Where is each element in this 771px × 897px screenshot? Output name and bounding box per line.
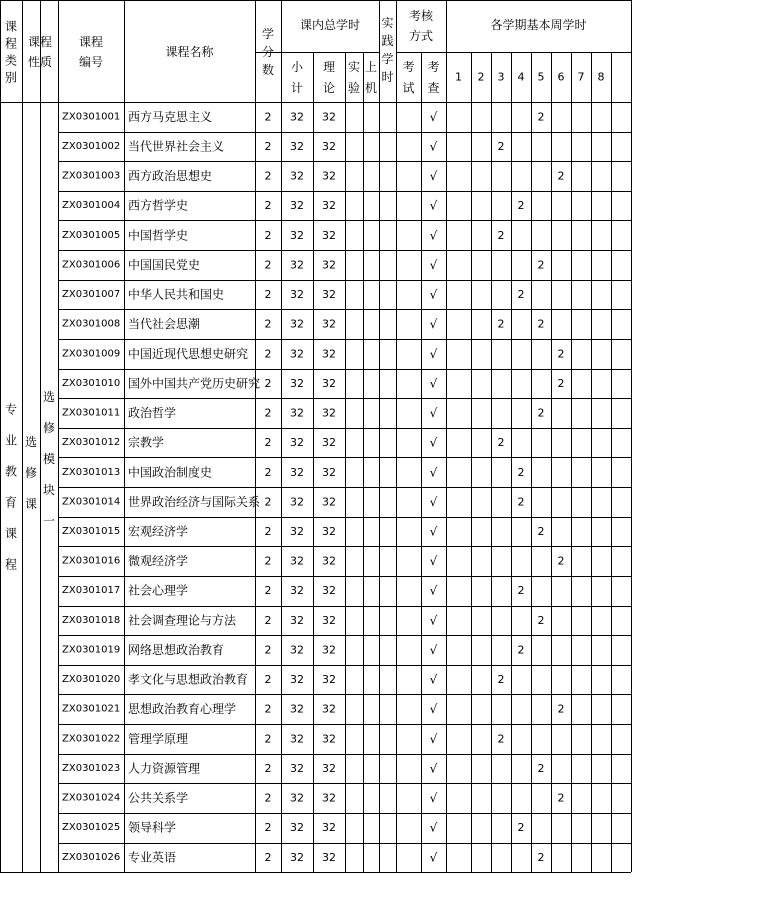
row-subtotal: 32 — [290, 554, 304, 568]
row-code: ZX0301019 — [62, 644, 121, 656]
row-name: 宗教学 — [128, 435, 165, 450]
row-code: ZX0301009 — [62, 348, 121, 360]
row-credits: 2 — [264, 139, 272, 153]
merged-nature-char: 修 — [24, 466, 38, 481]
row-subtotal: 32 — [290, 376, 304, 390]
row-check-mark: √ — [429, 583, 438, 598]
row-code: ZX0301018 — [62, 614, 121, 626]
row-weekly-hours: 2 — [537, 524, 545, 538]
merged-nature — [25, 434, 37, 511]
row-code: ZX0301004 — [62, 200, 121, 212]
row-code: ZX0301025 — [62, 822, 121, 834]
row-check-mark: √ — [429, 820, 438, 835]
row-code: ZX0301026 — [62, 851, 121, 863]
row-check-mark: √ — [429, 169, 438, 184]
row-credits: 2 — [264, 732, 272, 746]
row-code: ZX0301003 — [62, 170, 121, 182]
row-subtotal: 32 — [290, 524, 304, 538]
row-name: 政治哲学 — [128, 406, 177, 421]
row-weekly-hours: 2 — [517, 584, 525, 598]
header-check-a: 考 — [427, 60, 440, 74]
row-check-mark: √ — [429, 642, 438, 657]
row-code: ZX0301002 — [62, 140, 121, 152]
row-theory: 32 — [322, 465, 336, 479]
row-code: ZX0301021 — [62, 703, 121, 715]
row-credits: 2 — [264, 465, 272, 479]
header-category-char: 类 — [4, 53, 18, 68]
row-name: 中国国民党史 — [128, 257, 201, 272]
row-subtotal: 32 — [290, 288, 304, 302]
row-credits: 2 — [264, 169, 272, 183]
row-theory: 32 — [322, 495, 336, 509]
row-code: ZX0301024 — [62, 792, 121, 804]
row-subtotal: 32 — [290, 584, 304, 598]
row-weekly-hours: 2 — [557, 554, 565, 568]
header-name: 课程名称 — [165, 45, 214, 59]
row-weekly-hours: 2 — [517, 465, 525, 479]
header-sub-0-a: 小 — [290, 60, 304, 74]
row-name: 中国哲学史 — [128, 228, 189, 243]
row-code: ZX0301022 — [62, 733, 121, 745]
merged-category-char: 专 — [4, 402, 18, 417]
row-name: 专业英语 — [128, 850, 177, 865]
row-subtotal: 32 — [290, 613, 304, 627]
row-weekly-hours: 2 — [497, 673, 505, 687]
row-weekly-hours: 2 — [537, 406, 545, 420]
header-assessment-line2: 方式 — [408, 29, 434, 43]
header-credits-char: 分 — [261, 45, 275, 59]
row-theory: 32 — [322, 258, 336, 272]
row-subtotal: 32 — [290, 110, 304, 124]
row-code: ZX0301016 — [62, 555, 121, 567]
row-subtotal: 32 — [290, 791, 304, 805]
row-weekly-hours: 2 — [497, 732, 505, 746]
header-credits — [262, 27, 274, 77]
row-weekly-hours: 2 — [517, 821, 525, 835]
row-weekly-hours: 2 — [537, 110, 545, 124]
header-category-char: 课 — [4, 19, 18, 34]
row-weekly-hours: 2 — [557, 791, 565, 805]
row-subtotal: 32 — [290, 139, 304, 153]
row-theory: 32 — [322, 110, 336, 124]
row-check-mark: √ — [429, 702, 438, 717]
row-check-mark: √ — [429, 524, 438, 539]
merged-category-char: 育 — [4, 495, 18, 510]
row-code: ZX0301020 — [62, 674, 121, 686]
header-semester-5: 5 — [537, 70, 545, 84]
row-subtotal: 32 — [290, 199, 304, 213]
row-code: ZX0301010 — [62, 377, 121, 389]
row-credits: 2 — [264, 347, 272, 361]
header-credits-char: 学 — [261, 27, 275, 41]
row-name: 当代社会思潮 — [128, 317, 201, 332]
row-check-mark: √ — [429, 376, 438, 391]
header-check-b: 查 — [427, 81, 440, 95]
row-name: 公共关系学 — [128, 791, 189, 806]
row-check-mark: √ — [429, 406, 438, 421]
row-theory: 32 — [322, 554, 336, 568]
row-subtotal: 32 — [290, 228, 304, 242]
row-weekly-hours: 2 — [497, 139, 505, 153]
header-practice-char: 实 — [381, 16, 394, 30]
row-credits: 2 — [264, 199, 272, 213]
row-code: ZX0301023 — [62, 762, 121, 774]
row-theory: 32 — [322, 702, 336, 716]
row-name: 西方哲学史 — [128, 198, 189, 213]
row-theory: 32 — [322, 288, 336, 302]
row-name: 微观经济学 — [128, 554, 189, 569]
row-credits: 2 — [264, 288, 272, 302]
row-check-mark: √ — [429, 257, 438, 272]
header-code-line2: 编号 — [78, 55, 104, 69]
row-check-mark: √ — [429, 761, 438, 776]
row-name: 世界政治经济与国际关系 — [128, 494, 261, 509]
row-name: 领导科学 — [128, 820, 177, 835]
header-nature-line2: 性质 — [27, 55, 53, 69]
row-subtotal: 32 — [290, 436, 304, 450]
row-code: ZX0301013 — [62, 466, 121, 478]
header-sub-3-b: 机 — [364, 81, 378, 95]
row-subtotal: 32 — [290, 495, 304, 509]
merged-module — [43, 389, 55, 528]
row-code: ZX0301001 — [62, 111, 121, 123]
row-credits: 2 — [264, 495, 272, 509]
row-check-mark: √ — [429, 109, 438, 124]
header-category-char: 程 — [4, 36, 18, 51]
row-code: ZX0301011 — [62, 407, 121, 419]
row-code: ZX0301005 — [62, 229, 121, 241]
row-theory: 32 — [322, 850, 336, 864]
header-semester-7: 7 — [577, 70, 585, 84]
header-nature-line1: 课程 — [27, 35, 53, 49]
row-name: 西方政治思想史 — [128, 169, 213, 184]
row-name: 当代世界社会主义 — [128, 139, 225, 154]
row-subtotal: 32 — [290, 850, 304, 864]
header-practice — [381, 16, 393, 84]
row-code: ZX0301015 — [62, 525, 121, 537]
row-name: 西方马克思主义 — [128, 109, 213, 124]
row-name: 孝文化与思想政治教育 — [128, 672, 249, 687]
row-subtotal: 32 — [290, 169, 304, 183]
row-subtotal: 32 — [290, 347, 304, 361]
row-check-mark: √ — [429, 287, 438, 302]
header-sub-1-b: 论 — [322, 81, 336, 95]
merged-category-char: 业 — [4, 433, 18, 448]
row-weekly-hours: 2 — [517, 288, 525, 302]
row-theory: 32 — [322, 139, 336, 153]
row-name: 社会调查理论与方法 — [128, 613, 237, 628]
row-weekly-hours: 2 — [557, 347, 565, 361]
header-sub-1-a: 理 — [322, 60, 336, 74]
row-check-mark: √ — [429, 465, 438, 480]
row-theory: 32 — [322, 761, 336, 775]
row-subtotal: 32 — [290, 406, 304, 420]
row-weekly-hours: 2 — [537, 850, 545, 864]
row-theory: 32 — [322, 347, 336, 361]
row-credits: 2 — [264, 613, 272, 627]
row-theory: 32 — [322, 376, 336, 390]
row-name: 中国近现代思想史研究 — [128, 346, 249, 361]
row-check-mark: √ — [429, 317, 438, 332]
row-weekly-hours: 2 — [557, 169, 565, 183]
row-theory: 32 — [322, 169, 336, 183]
row-credits: 2 — [264, 524, 272, 538]
header-exam-a: 考 — [402, 60, 415, 74]
merged-category — [5, 402, 17, 572]
row-name: 中华人民共和国史 — [128, 287, 225, 302]
row-credits: 2 — [264, 317, 272, 331]
row-theory: 32 — [322, 821, 336, 835]
merged-category-char: 程 — [4, 557, 18, 572]
row-weekly-hours: 2 — [537, 761, 545, 775]
row-check-mark: √ — [429, 672, 438, 687]
header-semester-1: 1 — [455, 70, 462, 84]
row-theory: 32 — [322, 524, 336, 538]
row-check-mark: √ — [429, 554, 438, 569]
row-name: 社会心理学 — [128, 583, 189, 598]
row-theory: 32 — [322, 643, 336, 657]
row-credits: 2 — [264, 673, 272, 687]
row-weekly-hours: 2 — [497, 317, 505, 331]
merged-module-char: 选 — [42, 390, 56, 405]
row-theory: 32 — [322, 317, 336, 331]
row-theory: 32 — [322, 228, 336, 242]
header-category — [5, 20, 17, 85]
merged-module-char: 模 — [42, 452, 56, 467]
row-theory: 32 — [322, 732, 336, 746]
row-subtotal: 32 — [290, 761, 304, 775]
row-name: 管理学原理 — [128, 731, 189, 746]
row-theory: 32 — [322, 791, 336, 805]
header-semester-4: 4 — [517, 70, 525, 84]
row-check-mark: √ — [429, 435, 438, 450]
header-semester-3: 3 — [497, 70, 505, 84]
row-credits: 2 — [264, 791, 272, 805]
header-sub-3-a: 上 — [364, 60, 378, 74]
merged-nature-char: 选 — [24, 435, 38, 450]
row-subtotal: 32 — [290, 821, 304, 835]
row-subtotal: 32 — [290, 258, 304, 272]
row-name: 国外中国共产党历史研究 — [128, 376, 261, 391]
header-semester-8: 8 — [597, 70, 605, 84]
row-weekly-hours: 2 — [557, 702, 565, 716]
row-theory: 32 — [322, 613, 336, 627]
row-weekly-hours: 2 — [497, 436, 505, 450]
row-credits: 2 — [264, 702, 272, 716]
row-subtotal: 32 — [290, 643, 304, 657]
header-sub-0-b: 计 — [290, 81, 304, 95]
row-check-mark: √ — [429, 346, 438, 361]
row-credits: 2 — [264, 406, 272, 420]
merged-category-char: 课 — [4, 526, 18, 541]
row-credits: 2 — [264, 228, 272, 242]
row-check-mark: √ — [429, 850, 438, 865]
header-category-char: 别 — [4, 70, 18, 85]
merged-module-char: 块 — [42, 483, 56, 498]
row-subtotal: 32 — [290, 732, 304, 746]
row-check-mark: √ — [429, 139, 438, 154]
header-practice-char: 学 — [381, 52, 394, 66]
row-theory: 32 — [322, 436, 336, 450]
merged-module-char: 一 — [42, 514, 56, 529]
row-check-mark: √ — [429, 791, 438, 806]
row-subtotal: 32 — [290, 465, 304, 479]
header-hours-total: 课内总学时 — [299, 18, 361, 32]
row-weekly-hours: 2 — [557, 376, 565, 390]
header-exam-b: 试 — [402, 81, 415, 95]
row-credits: 2 — [264, 850, 272, 864]
row-code: ZX0301006 — [62, 259, 121, 271]
row-credits: 2 — [264, 110, 272, 124]
row-credits: 2 — [264, 376, 272, 390]
row-weekly-hours: 2 — [497, 228, 505, 242]
row-credits: 2 — [264, 821, 272, 835]
header-sub-2-a: 实 — [347, 60, 361, 74]
merged-nature-char: 课 — [24, 497, 38, 512]
row-credits: 2 — [264, 554, 272, 568]
row-code: ZX0301012 — [62, 437, 121, 449]
row-weekly-hours: 2 — [537, 613, 545, 627]
row-weekly-hours: 2 — [517, 495, 525, 509]
row-name: 网络思想政治教育 — [128, 642, 225, 657]
row-weekly-hours: 2 — [537, 317, 545, 331]
row-check-mark: √ — [429, 731, 438, 746]
row-credits: 2 — [264, 761, 272, 775]
row-subtotal: 32 — [290, 317, 304, 331]
merged-module-char: 修 — [42, 421, 56, 436]
header-code-line1: 课程 — [78, 35, 104, 49]
row-check-mark: √ — [429, 228, 438, 243]
row-name: 思想政治教育心理学 — [128, 702, 237, 717]
row-theory: 32 — [322, 406, 336, 420]
header-weekly: 各学期基本周学时 — [490, 18, 587, 32]
row-weekly-hours: 2 — [517, 199, 525, 213]
row-credits: 2 — [264, 643, 272, 657]
row-theory: 32 — [322, 584, 336, 598]
row-subtotal: 32 — [290, 702, 304, 716]
header-sub-2-b: 验 — [347, 81, 361, 95]
row-name: 人力资源管理 — [128, 761, 201, 776]
row-credits: 2 — [264, 258, 272, 272]
row-check-mark: √ — [429, 198, 438, 213]
row-subtotal: 32 — [290, 673, 304, 687]
header-credits-char: 数 — [261, 63, 275, 77]
row-code: ZX0301008 — [62, 318, 121, 330]
merged-category-char: 教 — [4, 464, 18, 479]
header-semester-2: 2 — [477, 70, 485, 84]
row-name: 宏观经济学 — [128, 524, 189, 539]
row-check-mark: √ — [429, 494, 438, 509]
row-weekly-hours: 2 — [537, 258, 545, 272]
row-code: ZX0301007 — [62, 289, 121, 301]
header-semester-6: 6 — [557, 70, 565, 84]
header-practice-char: 时 — [381, 70, 394, 84]
row-theory: 32 — [322, 673, 336, 687]
row-theory: 32 — [322, 199, 336, 213]
header-practice-char: 践 — [381, 34, 394, 48]
header-assessment-line1: 考核 — [408, 9, 434, 23]
row-weekly-hours: 2 — [517, 643, 525, 657]
row-code: ZX0301017 — [62, 585, 121, 597]
row-credits: 2 — [264, 436, 272, 450]
row-credits: 2 — [264, 584, 272, 598]
row-code: ZX0301014 — [62, 496, 121, 508]
row-check-mark: √ — [429, 613, 438, 628]
row-name: 中国政治制度史 — [128, 465, 213, 480]
